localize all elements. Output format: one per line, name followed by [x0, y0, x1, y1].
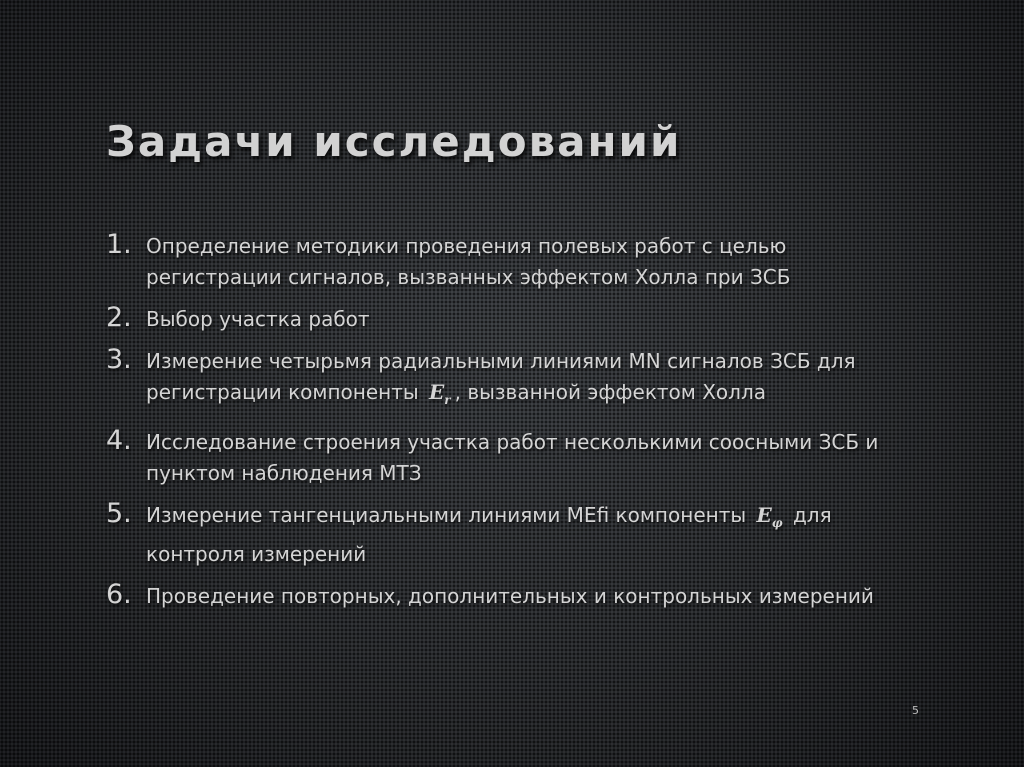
- item-text: Определение методики проведения полевых работ с целью регистрации сигналов, вызванных эффектом Холла при ЗСБ: [146, 234, 791, 289]
- item-text: Проведение повторных, дополнительных и контрольных измерений: [146, 584, 874, 608]
- math-symbol: [753, 503, 787, 530]
- item-text-before: Измерение тангенциальными линиями MEfi компоненты: [146, 503, 747, 527]
- item-number: 3.: [106, 344, 132, 375]
- list-item: [106, 581, 926, 612]
- symbol-letter: E: [429, 380, 445, 404]
- math-symbol: [425, 380, 455, 407]
- item-text-before: Измерение четырьмя радиальными линиями MN сигналов ЗСБ для регистрации компоненты: [146, 349, 856, 404]
- list-item: [106, 500, 926, 570]
- item-number: 5.: [106, 498, 132, 529]
- symbol-subscript: φ: [771, 516, 783, 530]
- list-item: [106, 346, 926, 416]
- item-text-after: для контроля измерений: [146, 503, 832, 566]
- item-number: 2.: [106, 302, 132, 333]
- symbol-subscript: r: [444, 393, 451, 407]
- list-item: [106, 427, 926, 489]
- task-list: [106, 231, 926, 623]
- list-item: [106, 231, 926, 293]
- item-text: Исследование строения участка работ несколькими соосными ЗСБ и пунктом наблюдения МТЗ: [146, 430, 879, 485]
- list-item: [106, 304, 926, 335]
- symbol-letter: E: [756, 503, 772, 527]
- item-number: 6.: [106, 579, 132, 610]
- item-number: 1.: [106, 229, 132, 260]
- page-number: 5: [912, 704, 919, 717]
- slide-title: Задачи исследований: [106, 117, 682, 166]
- item-number: 4.: [106, 425, 132, 456]
- item-text-after: , вызванной эффектом Холла: [454, 380, 766, 404]
- item-text: Выбор участка работ: [146, 307, 370, 331]
